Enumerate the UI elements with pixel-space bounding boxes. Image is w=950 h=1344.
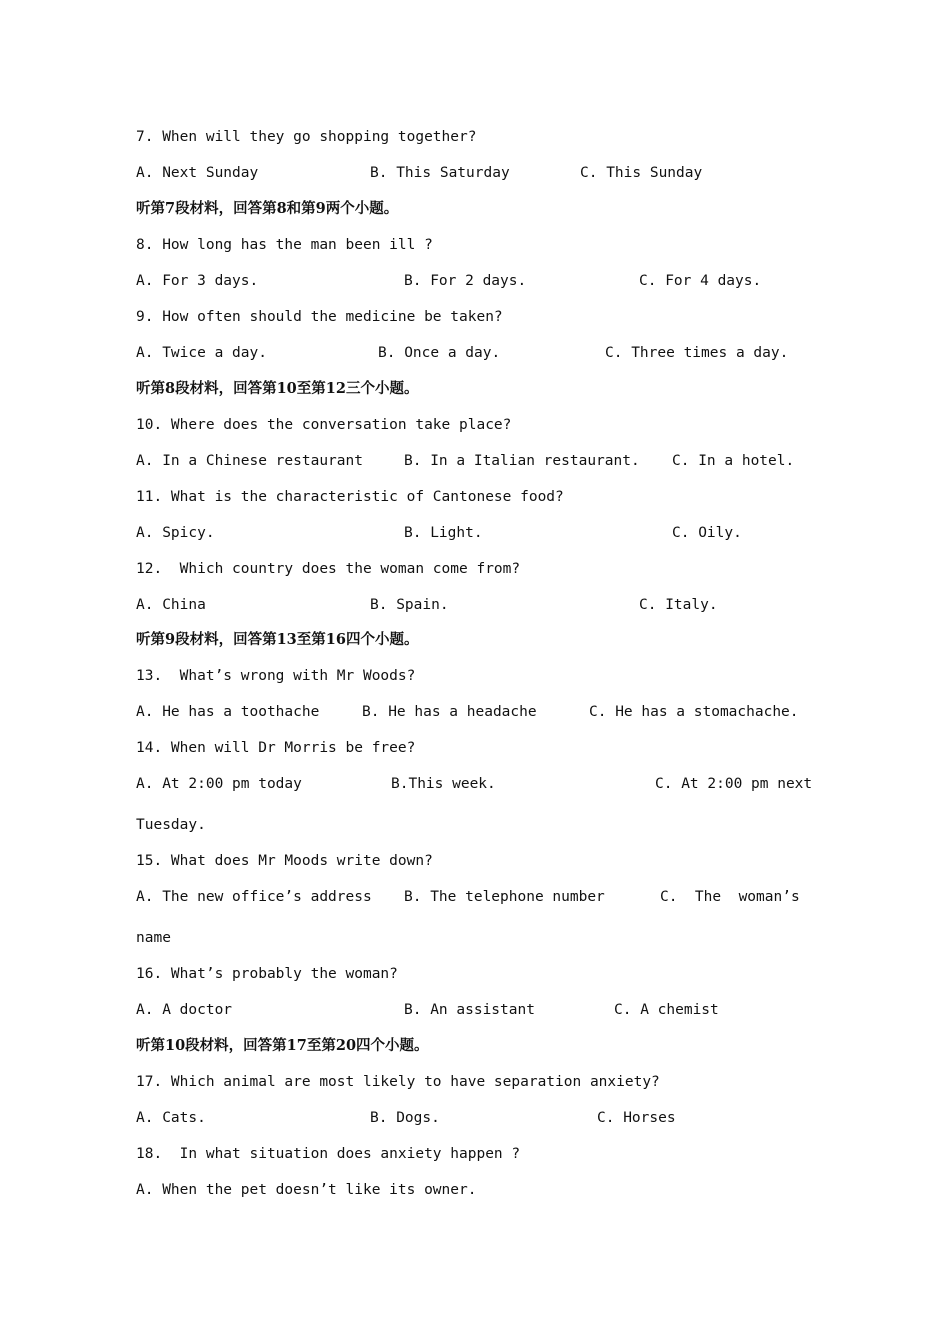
q11-option-a: A. Spicy.: [136, 525, 215, 541]
question-9: 9. How often should the medicine be taken?: [136, 309, 503, 325]
q8-option-a: A. For 3 days.: [136, 273, 259, 289]
question-7: 7. When will they go shopping together?: [136, 129, 477, 145]
q8-option-b: B. For 2 days.: [404, 273, 527, 289]
q18-option-a: A. When the pet doesn’t like its owner.: [136, 1182, 477, 1198]
q7-option-c: C. This Sunday: [580, 165, 703, 181]
question-13: 13. What’s wrong with Mr Woods?: [136, 668, 416, 684]
section-heading-10: 听第10段材料，回答第17至第20四个小题。: [136, 1037, 429, 1054]
q14-option-c: C. At 2:00 pm next: [655, 776, 813, 792]
question-16: 16. What’s probably the woman?: [136, 966, 398, 982]
section-heading-9: 听第9段材料，回答第13至第16四个小题。: [136, 631, 419, 648]
q15-option-c: C. The woman’s: [660, 889, 800, 905]
q11-option-b: B. Light.: [404, 525, 483, 541]
q13-option-a: A. He has a toothache: [136, 704, 320, 720]
q17-option-a: A. Cats.: [136, 1110, 206, 1126]
section-heading-8: 听第8段材料，回答第10至第12三个小题。: [136, 380, 419, 397]
q16-option-a: A. A doctor: [136, 1002, 233, 1018]
q14-option-b: B.This week.: [391, 776, 496, 792]
q12-option-c: C. Italy.: [639, 597, 718, 613]
question-11: 11. What is the characteristic of Cantonese food?: [136, 489, 564, 505]
q7-option-a: A. Next Sunday: [136, 165, 259, 181]
q14-option-c-continued: Tuesday.: [136, 817, 206, 833]
q8-option-c: C. For 4 days.: [639, 273, 762, 289]
q17-option-c: C. Horses: [597, 1110, 676, 1126]
q15-option-b: B. The telephone number: [404, 889, 605, 905]
q9-option-c: C. Three times a day.: [605, 345, 789, 361]
q12-option-a: A. China: [136, 597, 206, 613]
q17-option-b: B. Dogs.: [370, 1110, 440, 1126]
q13-option-c: C. He has a stomachache.: [589, 704, 799, 720]
q15-option-a: A. The new office’s address: [136, 889, 372, 905]
q9-option-a: A. Twice a day.: [136, 345, 267, 361]
q16-option-b: B. An assistant: [404, 1002, 535, 1018]
section-heading-7: 听第7段材料，回答第8和第9两个小题。: [136, 200, 399, 217]
q12-option-b: B. Spain.: [370, 597, 449, 613]
question-8: 8. How long has the man been ill ?: [136, 237, 433, 253]
q11-option-c: C. Oily.: [672, 525, 742, 541]
q15-option-c-continued: name: [136, 930, 171, 946]
q10-option-b: B. In a Italian restaurant.: [404, 453, 640, 469]
question-14: 14. When will Dr Morris be free?: [136, 740, 416, 756]
q10-option-a: A. In a Chinese restaurant: [136, 453, 363, 469]
question-12: 12. Which country does the woman come from?: [136, 561, 521, 577]
q16-option-c: C. A chemist: [614, 1002, 719, 1018]
q10-option-c: C. In a hotel.: [672, 453, 795, 469]
q9-option-b: B. Once a day.: [378, 345, 501, 361]
q13-option-b: B. He has a headache: [362, 704, 537, 720]
question-17: 17. Which animal are most likely to have separation anxiety?: [136, 1074, 660, 1090]
q7-option-b: B. This Saturday: [370, 165, 510, 181]
question-15: 15. What does Mr Moods write down?: [136, 853, 433, 869]
question-18: 18. In what situation does anxiety happen ?: [136, 1146, 521, 1162]
q14-option-a: A. At 2:00 pm today: [136, 776, 302, 792]
question-10: 10. Where does the conversation take place?: [136, 417, 512, 433]
